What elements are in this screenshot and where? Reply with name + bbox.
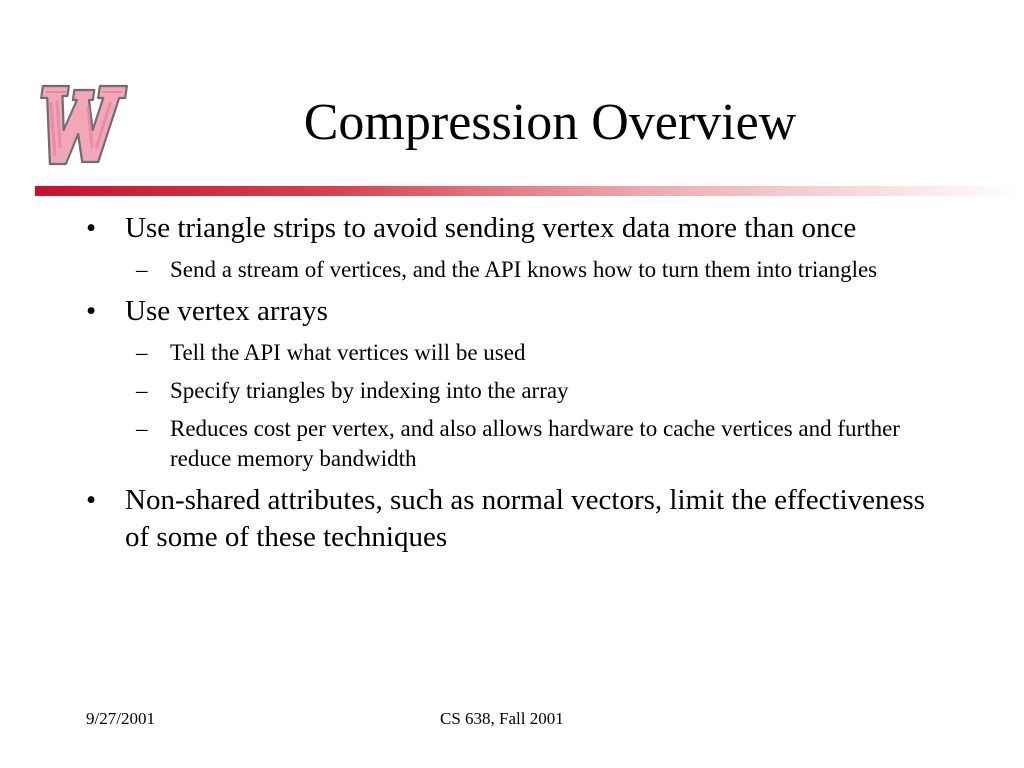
sub-bullet-item [0,414,1024,474]
sub-bullet-item [0,376,1024,406]
bullet-marker: • [86,212,97,244]
bullet-text: Use vertex arrays [125,295,328,327]
sub-bullet-marker: – [136,416,148,441]
sub-list [0,255,1024,285]
sub-bullet-marker: – [136,340,148,365]
sub-bullet-marker: – [136,257,148,282]
sub-bullet-item [0,255,1024,285]
bullet-marker: • [86,484,97,516]
sub-list [0,338,1024,474]
slide-body [0,210,1024,564]
bullet-marker: • [86,295,97,327]
bullet-item [0,293,1024,330]
wisconsin-w-logo-icon [30,78,132,178]
bullet-text: Non-shared attributes, such as normal vectors, limit the effectiveness of some of these techniques [125,484,925,553]
sub-bullet-text: Reduces cost per vertex, and also allows hardware to cache vertices and further reduce memory bandwidth [170,416,900,471]
sub-bullet-marker: – [136,378,148,403]
title-divider [35,186,1024,196]
footer-date: 9/27/2001 [86,709,155,728]
sub-bullet-item [0,338,1024,368]
bullet-item [0,210,1024,247]
footer-course: CS 638, Fall 2001 [440,709,564,728]
bullet-item [0,482,1024,556]
slide-title: Compression Overview [303,94,797,151]
sub-bullet-text: Tell the API what vertices will be used [170,340,526,365]
bullet-text: Use triangle strips to avoid sending vertex data more than once [125,212,857,244]
sub-bullet-text: Specify triangles by indexing into the array [170,378,569,403]
sub-bullet-text: Send a stream of vertices, and the API knows how to turn them into triangles [170,257,878,282]
